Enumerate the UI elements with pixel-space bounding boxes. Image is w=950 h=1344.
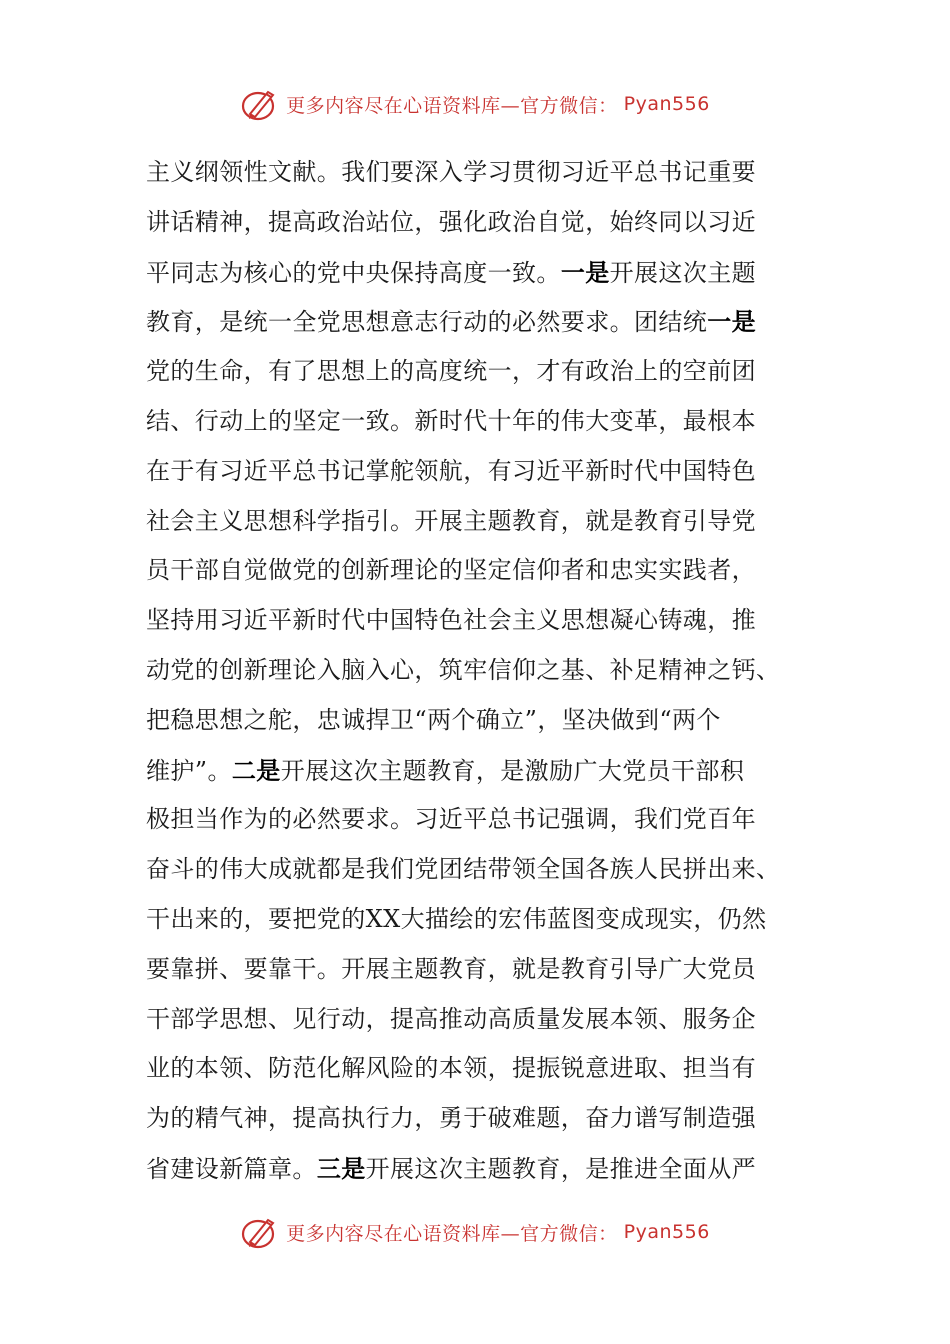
watermark-text: 更多内容尽在心语资料库—官方微信： [286, 1222, 618, 1245]
watermark-text: 更多内容尽在心语资料库—官方微信： [286, 94, 618, 117]
text-segment: 开展这次主题教育，是推进全面从严 [365, 1154, 757, 1183]
text-segment: 要靠拼、要靠干。开展主题教育，就是教育引导广大党员 [146, 954, 756, 983]
text-line [146, 1094, 806, 1144]
text-segment: 为的精气神，提高执行力，勇于破难题，奋力谱写制造强 [146, 1104, 756, 1133]
text-line [146, 497, 806, 547]
text-segment: 维护”。 [146, 756, 232, 785]
text-segment: 省建设新篇章。 [146, 1154, 317, 1183]
text-segment: 干出来的，要把党的XX大描绘的宏伟蓝图变成现实，仍然 [146, 904, 767, 933]
text-segment: 极担当作为的必然要求。习近平总书记强调，我们党百年 [146, 805, 756, 834]
text-segment: 主义纲领性文献。我们要深入学习贯彻习近平总书记重要 [146, 158, 756, 186]
text-line [146, 696, 806, 746]
text-segment: 把稳思想之舵，忠诚捍卫“两个确立”，坚决做到“两个 [146, 705, 721, 734]
text-line [146, 1144, 806, 1194]
emphasis-marker: 三是 [316, 1153, 366, 1183]
text-segment: 开展这次主题 [609, 258, 757, 287]
text-line [146, 546, 806, 596]
text-line [146, 995, 806, 1045]
text-line [146, 646, 806, 696]
text-segment: 平同志为核心的党中央保持高度一致。 [146, 258, 561, 287]
text-segment: 坚持用习近平新时代中国特色社会主义思想凝心铸魂，推 [146, 606, 756, 635]
emphasis-marker: 一是 [560, 257, 610, 287]
pen-logo-icon [240, 84, 280, 124]
emphasis-marker: 二是 [231, 755, 281, 785]
text-line [146, 795, 806, 845]
text-segment: 动党的创新理论入脑入心，筑牢信仰之基、补足精神之钙、 [146, 655, 781, 684]
text-segment: 开展这次主题教育，是激励广大党员干部积 [280, 756, 745, 785]
watermark-header [0, 84, 950, 124]
text-segment: 结、行动上的坚定一致。新时代十年的伟大变革，最根本 [146, 406, 756, 435]
watermark-footer [0, 1212, 950, 1252]
text-line [146, 596, 806, 646]
text-line [146, 845, 806, 895]
emphasis-marker: 一是 [707, 307, 757, 337]
text-segment: 业的本领、防范化解风险的本领，提振锐意进取、担当有 [146, 1054, 756, 1083]
text-line [146, 198, 806, 248]
text-segment: 党的生命，有了思想上的高度统一，才有政治上的空前团 [146, 357, 756, 386]
text-line [146, 248, 806, 298]
text-line [146, 945, 806, 995]
text-line [146, 297, 806, 347]
text-segment: 讲话精神，提高政治站位，强化政治自觉，始终同以习近 [146, 207, 756, 236]
text-line [146, 895, 806, 945]
text-line [146, 447, 806, 497]
document-body [146, 148, 806, 1194]
text-line [146, 397, 806, 447]
text-segment: 奋斗的伟大成就都是我们党团结带领全国各族人民拼出来、 [146, 855, 781, 884]
text-line [146, 148, 806, 198]
text-segment: 员干部自觉做党的创新理论的坚定信仰者和忠实实践者， [146, 556, 756, 585]
text-segment: 社会主义思想科学指引。开展主题教育，就是教育引导党 [146, 506, 756, 535]
pen-logo-icon [240, 1212, 280, 1252]
text-line [146, 1044, 806, 1094]
text-segment: 在于有习近平总书记掌舵领航，有习近平新时代中国特色 [146, 456, 756, 485]
text-segment: 干部学思想、见行动，提高推动高质量发展本领、服务企 [146, 1004, 756, 1033]
text-segment: 教育，是统一全党思想意志行动的必然要求。团结统 [146, 308, 708, 337]
watermark-wechat-id: Pyan556 [623, 93, 710, 115]
text-line [146, 746, 806, 796]
watermark-wechat-id: Pyan556 [623, 1221, 710, 1243]
text-line [146, 347, 806, 397]
